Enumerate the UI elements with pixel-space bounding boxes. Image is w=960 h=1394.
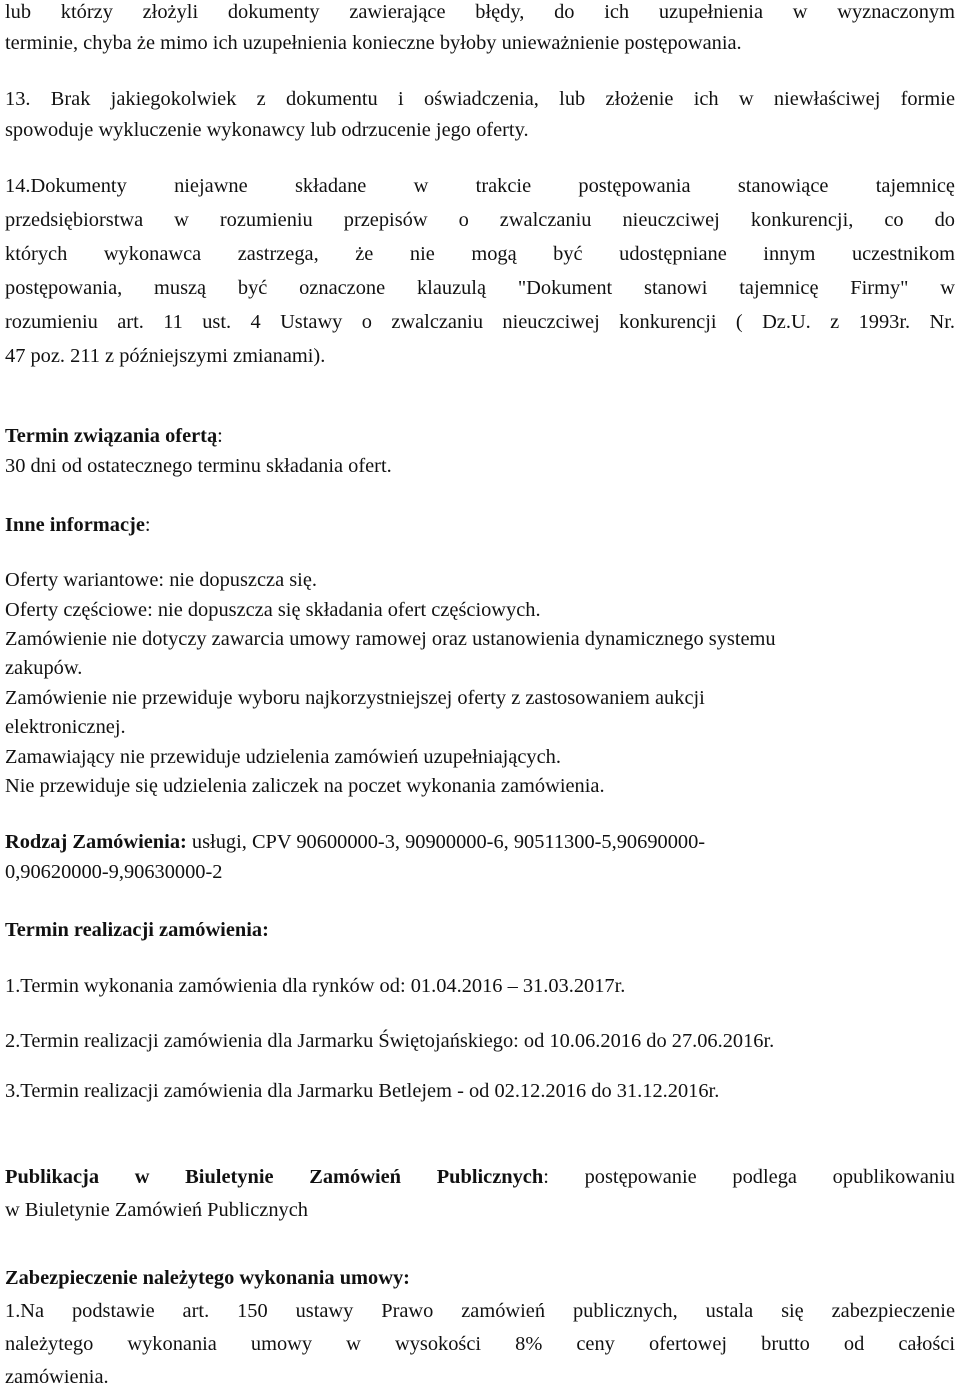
item14-line5: rozumieniu art. 11 ust. 4 Ustawy o zwalczaniu nieuczciwej konkurencji ( Dz.U. z 1993r. Nr. — [5, 311, 955, 333]
item14-line4: postępowania, muszą być oznaczone klauzulą "Dokument stanowi tajemnicę Firmy" w — [5, 277, 955, 299]
security-line3: zamówienia. — [5, 1366, 109, 1388]
security-heading — [5, 1261, 410, 1295]
other-info-heading-line — [5, 508, 151, 542]
realization-item-2: 2.Termin realizacji zamówienia dla Jarmarku Świętojańskiego: od 10.06.2016 do 27.06.2016r. — [5, 1030, 775, 1052]
item13-line2: spowoduje wykluczenie wykonawcy lub odrzucenie jego oferty. — [5, 119, 529, 141]
other-info-line-1: Oferty wariantowe: nie dopuszcza się. — [5, 569, 317, 591]
other-info-line-3: Zamówienie nie dotyczy zawarcia umowy ramowej oraz ustanowienia dynamicznego systemu — [5, 628, 776, 650]
item14-line2: przedsiębiorstwa w rozumieniu przepisów o zwalczaniu nieuczciwej konkurencji, co do — [5, 209, 955, 231]
realization-heading — [5, 913, 269, 947]
order-type-heading: Rodzaj Zamówienia: — [5, 831, 187, 853]
other-info-line-6: elektronicznej. — [5, 716, 126, 738]
other-info-line-4: zakupów. — [5, 657, 83, 679]
order-type-line1 — [5, 825, 705, 859]
other-info-line-7: Zamawiający nie przewiduje udzielenia zamówień uzupełniających. — [5, 746, 561, 768]
other-info-line-8: Nie przewiduje się udzielenia zaliczek na poczet wykonania zamówienia. — [5, 775, 605, 797]
publication-line1 — [5, 1160, 955, 1194]
other-info-colon: : — [144, 514, 151, 536]
item12-line1: lub którzy złożyli dokumenty zawierające błędy, do ich uzupełnienia w wyznaczonym — [5, 1, 955, 23]
item12-line2: terminie, chyba że mimo ich uzupełnienia konieczne byłoby unieważnienie postępowania. — [5, 32, 742, 54]
order-type-cpv: usługi, CPV 90600000-3, 90900000-6, 90511300-5,90690000- — [186, 831, 706, 853]
other-info-heading: Inne informacje — [5, 514, 145, 536]
realization-item-3: 3.Termin realizacji zamówienia dla Jarmarku Betlejem - od 02.12.2016 do 31.12.2016r. — [5, 1080, 720, 1102]
binding-heading: Termin związania ofertą — [5, 425, 218, 447]
item14-line6: 47 poz. 211 z późniejszymi zmianami). — [5, 345, 326, 367]
binding-heading-line — [5, 419, 223, 453]
publication-line2: w Biuletynie Zamówień Publicznych — [5, 1199, 308, 1221]
security-line1: 1.Na podstawie art. 150 ustawy Prawo zamówień publicznych, ustala się zabezpieczenie — [5, 1300, 955, 1322]
security-heading-text: Zabezpieczenie należytego wykonania umowy: — [5, 1267, 410, 1289]
publication-heading: Publikacja w Biuletynie Zamówień Publicznych — [5, 1166, 544, 1188]
item14-line3: których wykonawca zastrzega, że nie mogą być udostępniane innym uczestnikom — [5, 243, 955, 265]
binding-colon: : — [217, 425, 223, 447]
item14-line1: 14.Dokumenty niejawne składane w trakcie postępowania stanowiące tajemnicę — [5, 175, 955, 197]
other-info-line-5: Zamówienie nie przewiduje wyboru najkorzystniejszej oferty z zastosowaniem aukcji — [5, 687, 705, 709]
item13-line1: 13. Brak jakiegokolwiek z dokumentu i oświadczenia, lub złożenie ich w niewłaściwej formie — [5, 88, 955, 110]
realization-item-1: 1.Termin wykonania zamówienia dla rynków od: 01.04.2016 – 31.03.2017r. — [5, 975, 626, 997]
other-info-line-2: Oferty częściowe: nie dopuszcza się składania ofert częściowych. — [5, 599, 541, 621]
realization-heading-text: Termin realizacji zamówienia: — [5, 919, 269, 941]
publication-text: : postępowanie podlega opublikowaniu — [543, 1166, 955, 1188]
binding-text: 30 dni od ostatecznego terminu składania ofert. — [5, 455, 392, 477]
order-type-line2: 0,90620000-9,90630000-2 — [5, 861, 223, 883]
security-line2: należytego wykonania umowy w wysokości 8% ceny ofertowej brutto od całości — [5, 1333, 955, 1355]
